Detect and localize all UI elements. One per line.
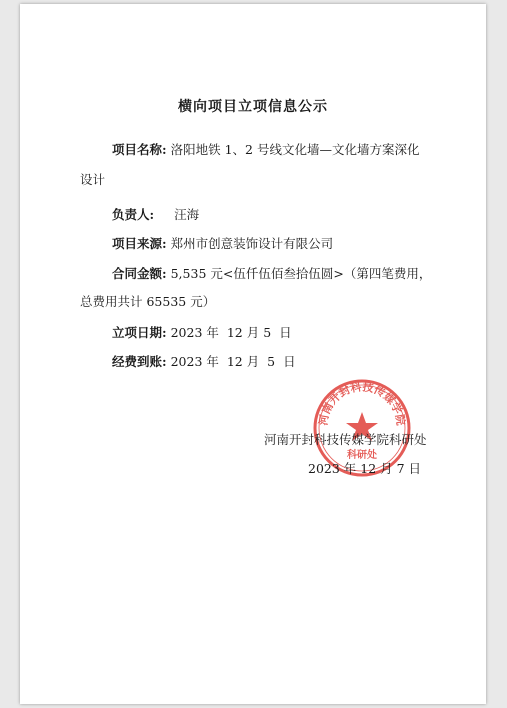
document-page [20,4,486,704]
project-name-value: 洛阳地铁 1、2 号线文化墙—文化墙方案深化 [170,142,420,157]
amount-label: 合同金额: [112,266,167,281]
approval-date-label: 立项日期: [112,325,167,340]
source-row [112,236,333,252]
amount-row [112,266,431,282]
seal-ring-text: 河南开封科技传媒学院 [316,380,408,427]
funds-date-label: 经费到账: [112,354,167,369]
approval-date-value: 2023 年 12 月 5 日 [170,325,292,340]
seal-bottom-text: 科研处 [347,450,377,461]
project-name-label: 项目名称: [112,142,167,157]
source-value: 郑州市创意装饰设计有限公司 [170,236,334,251]
leader-label: 负责人: [112,207,155,222]
signing-organization: 河南开封科技传媒学院科研处 [264,432,427,447]
source-label: 项目来源: [112,236,167,251]
amount-continuation: 总费用共计 65535 元） [80,294,216,309]
leader-row [112,207,199,223]
amount-value: 5,535 元<伍仟伍佰叁拾伍圆>（第四笔费用， [170,266,432,281]
leader-value: 汪海 [174,207,200,222]
document-title: 横向项目立项信息公示 [178,99,328,115]
funds-date-value: 2023 年 12 月 5 日 [170,354,296,369]
signing-date: 2023 年 12 月 7 日 [308,461,422,476]
approval-date-row [112,325,292,341]
project-name-continuation: 设计 [80,172,106,187]
funds-date-row [112,354,296,370]
project-name-row [112,142,419,158]
